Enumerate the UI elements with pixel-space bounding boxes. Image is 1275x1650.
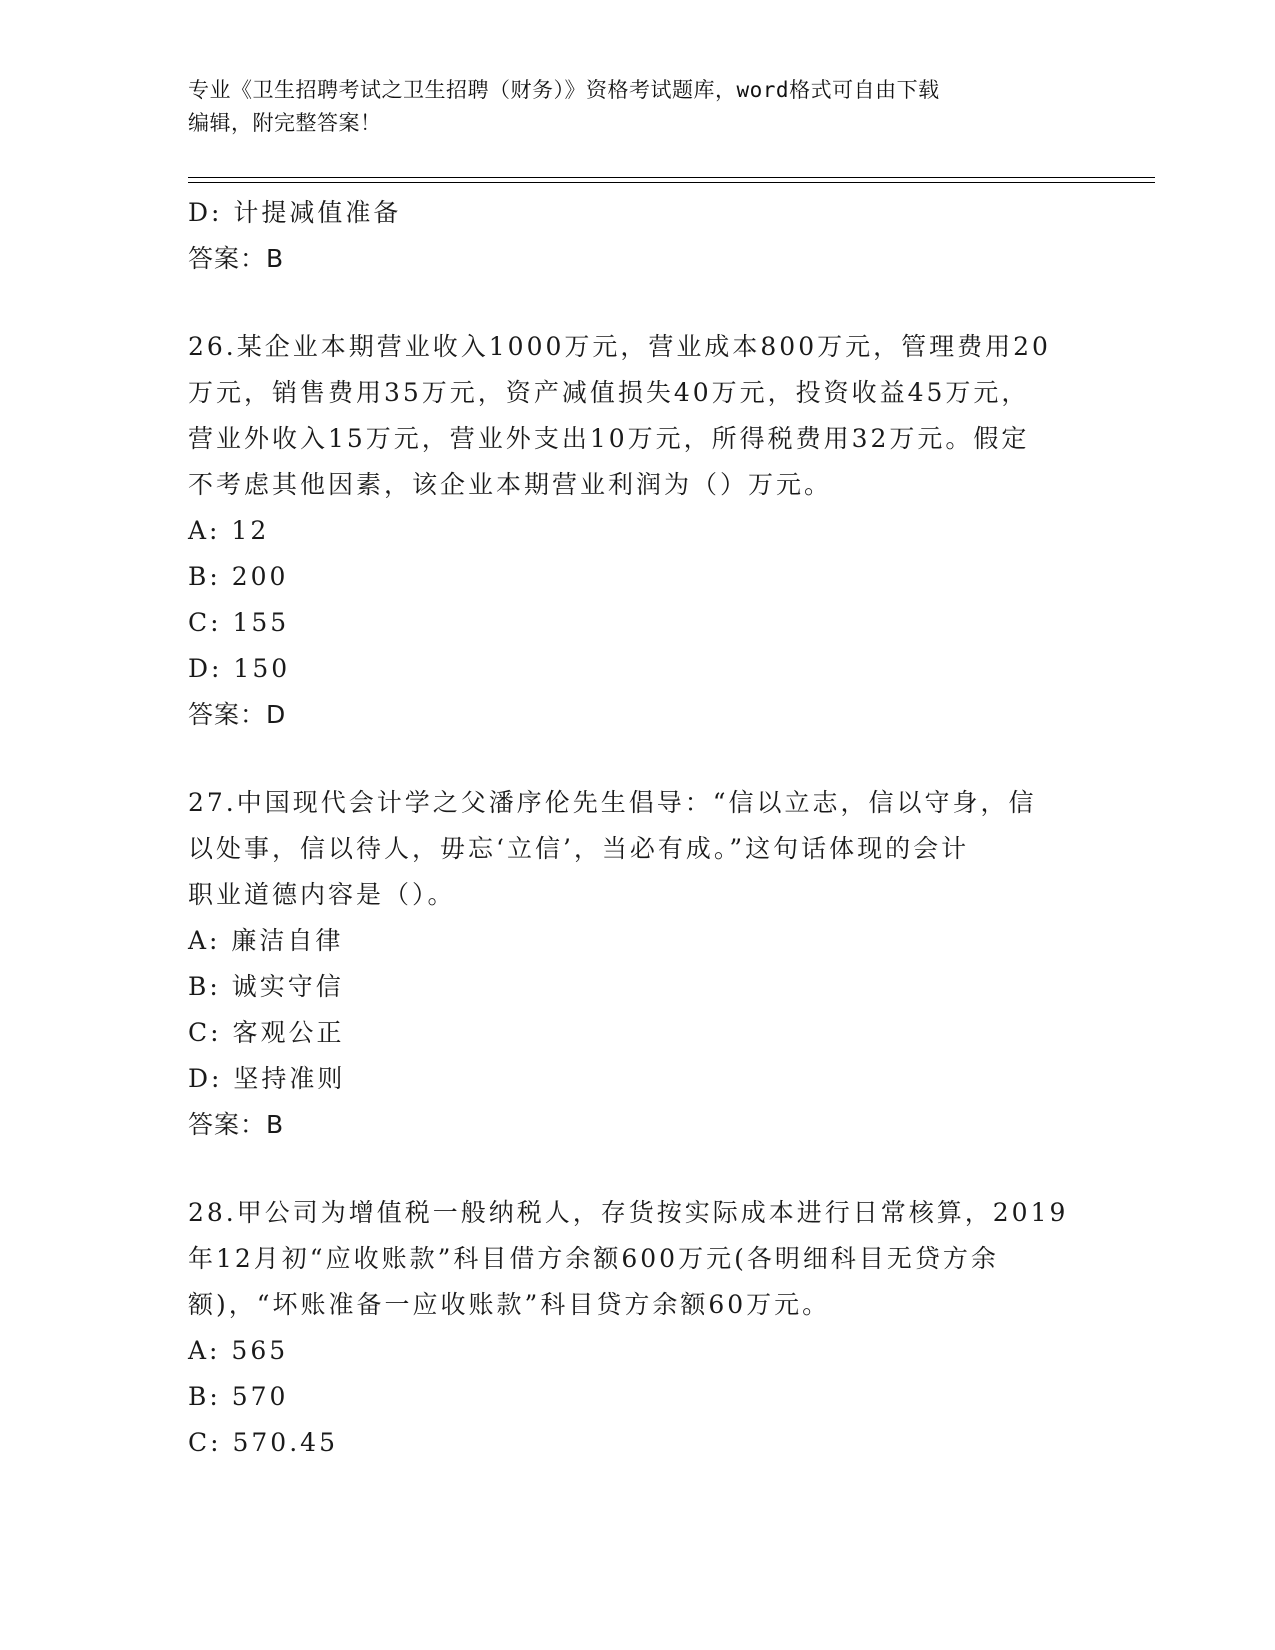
question-28-line-2: 年12月初“应收账款”科目借方余额600万元(各明细科目无贷方余 [188,1244,999,1273]
question-27-line-1: 27.中国现代会计学之父潘序伦先生倡导：“信以立志，信以守身，信 [188,788,1037,817]
question-27-line-3: 职业道德内容是（）。 [188,880,456,909]
question-26-option-d: D: 150 [188,654,291,683]
question-27-option-b: B: 诚实守信 [188,972,344,1001]
question-28-option-c: C: 570.45 [188,1428,338,1457]
header-divider-top [188,177,1155,178]
question-27-line-2: 以处事，信以待人，毋忘‘立信’，当必有成。”这句话体现的会计 [188,834,970,863]
question-26-line-1: 26.某企业本期营业收入1000万元，营业成本800万元，管理费用20 [188,332,1051,361]
question-26-option-a: A: 12 [188,516,270,545]
prev-option-d: D: 计提减值准备 [188,198,402,227]
header-line-1: 专业《卫生招聘考试之卫生招聘（财务）》资格考试题库，word格式可自由下载 [188,78,940,102]
question-27-option-c: C: 客观公正 [188,1018,345,1047]
question-27-option-a: A: 廉洁自律 [188,926,344,955]
question-26-answer: 答案：D [188,700,287,729]
question-26-line-4: 不考虑其他因素，该企业本期营业利润为（）万元。 [188,470,833,499]
question-28-line-3: 额)，“坏账准备一应收账款”科目贷方余额60万元。 [188,1290,831,1319]
document-header [188,74,1068,140]
spacer [188,282,1078,324]
document-body [188,190,1078,1466]
question-27 [188,780,1078,1148]
prev-answer: 答案：B [188,244,285,273]
header-divider-bottom [188,182,1155,183]
question-27-option-d: D: 坚持准则 [188,1064,346,1093]
question-28-option-a: A: 565 [188,1336,289,1365]
header-line-2: 编辑，附完整答案！ [188,111,382,135]
spacer [188,738,1078,780]
question-28-line-1: 28.甲公司为增值税一般纳税人，存货按实际成本进行日常核算，2019 [188,1198,1069,1227]
question-26-option-b: B: 200 [188,562,289,591]
question-28 [188,1190,1078,1466]
question-26-line-3: 营业外收入15万元，营业外支出10万元，所得税费用32万元。假定 [188,424,1030,453]
question-26 [188,324,1078,738]
question-27-answer: 答案：B [188,1110,285,1139]
question-26-option-c: C: 155 [188,608,290,637]
question-26-line-2: 万元，销售费用35万元，资产减值损失40万元，投资收益45万元， [188,378,1030,407]
spacer [188,1148,1078,1190]
question-28-option-b: B: 570 [188,1382,289,1411]
